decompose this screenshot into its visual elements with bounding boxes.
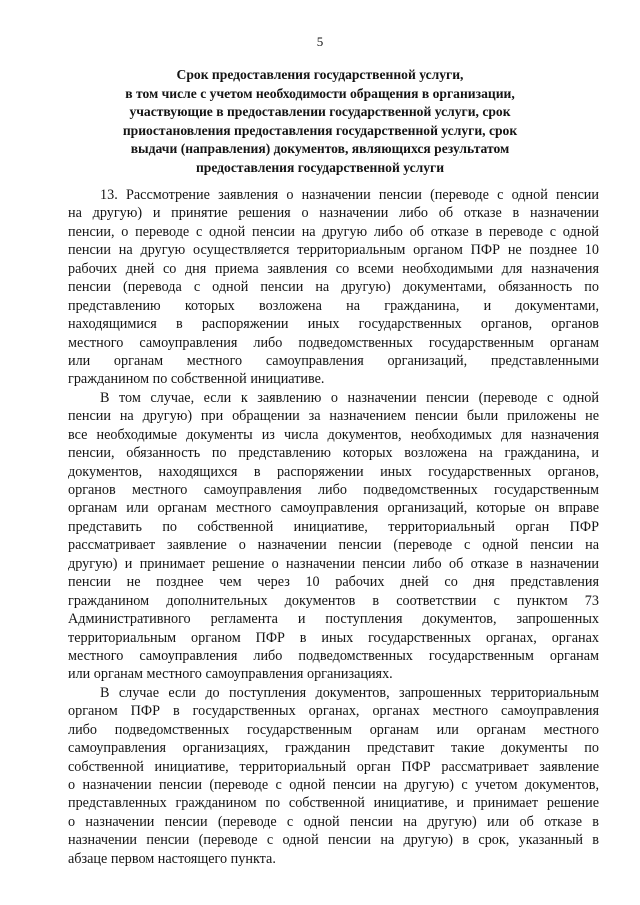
paragraph-line: В случае если до поступления документов, запрошенных территориальным (100, 684, 599, 701)
paragraph-line: пенсии, о переводе с одной пенсии на другую либо об отказе в переводе с одной (68, 223, 599, 240)
paragraph-line: представленных гражданином по собственной инициативе, и принимает решение (68, 795, 599, 812)
paragraph-line: представить по собственной инициативе, территориальный орган ПФР (68, 518, 599, 535)
paragraph-line: пенсии (перевода с одной пенсии на другую) документами, обязанность по (68, 279, 599, 296)
paragraph-line: местного самоуправления либо подведомственных государственным органам (68, 647, 599, 664)
paragraph-line: представлению которых возложена на гражданина, и документами, (68, 297, 599, 314)
paragraph-line: органом ПФР в государственных органах, органах местного самоуправления (68, 703, 599, 720)
paragraph-line: собственной инициативе, территориальный орган ПФР рассматривает заявление (68, 758, 599, 775)
paragraph-line: пенсии на другую) при обращении за назначением пенсии были приложены не (68, 408, 599, 425)
paragraph-line: абзаце первом настоящего пункта. (68, 850, 276, 867)
paragraph-line: или органам местного самоуправления организаций, представленными (68, 352, 599, 369)
heading-line: предоставления государственной услуги (195, 159, 445, 175)
page-number: 5 (316, 34, 324, 49)
body-text (68, 186, 599, 868)
paragraph (68, 684, 599, 868)
paragraph-line: другую) и принимает решение о назначении пенсии либо об отказе в назначении (68, 555, 599, 572)
paragraph-line: на другую) и принятие решения о назначении либо об отказе в назначении (68, 205, 599, 222)
paragraph-line: органам или органам местного самоуправления организаций, которые он вправе (68, 500, 599, 517)
heading-line: Срок предоставления государственной услуги, (176, 67, 464, 82)
paragraph-line: пенсии не позднее чем через 10 рабочих дней со дня представления (68, 574, 599, 591)
heading-line: в том числе с учетом необходимости обращения в организации, (125, 85, 515, 101)
paragraph-line: о назначении пенсии (переводе с одной пенсии на другую) или об отказе в (68, 813, 599, 830)
paragraph-line: территориальным органом ПФР в иных государственных органах, органах (68, 629, 599, 646)
heading-line: выдачи (направления) документов, являющихся результатом (130, 141, 510, 157)
paragraph-line: пенсии на другую осуществляется территориальным органом ПФР не позднее 10 (68, 242, 599, 259)
paragraph-line: В том случае, если к заявлению о назначении пенсии (переводе с одной (100, 389, 599, 406)
paragraph-line: назначении пенсии (переводе с одной пенсии на другую) в срок, указанный в (68, 832, 599, 849)
paragraph-line: о назначении пенсии (переводе с одной пенсии на другую) с учетом документов, (68, 777, 599, 793)
paragraph-line: 13. Рассмотрение заявления о назначении пенсии (переводе с одной пенсии (100, 187, 599, 203)
paragraph-line: находящимися в распоряжении иных государственных органов, органов (68, 316, 599, 333)
paragraph-line: Административного регламента и поступления документов, запрошенных (68, 611, 599, 628)
heading-line: участвующие в предоставлении государственной услуги, срок (129, 104, 511, 120)
paragraph-line: рассматривает заявление о назначении пенсии (переводе с одной пенсии на (68, 537, 599, 554)
paragraph-line: органов местного самоуправления либо подведомственных государственным (68, 482, 599, 498)
paragraph-line: местного самоуправления либо подведомственных государственным органам (68, 334, 599, 351)
paragraph-line: или органам местного самоуправления организациях. (68, 666, 393, 683)
paragraph-line: все необходимые документы из числа документов, необходимых для назначения (68, 426, 599, 443)
heading-line: приостановления предоставления государственной услуги, срок (122, 122, 518, 138)
section-heading (100, 66, 540, 178)
paragraph-line: гражданином дополнительных документов в соответствии с пунктом 73 (68, 592, 599, 609)
paragraph-line: самоуправления организациях, гражданин представит такие документы по (68, 740, 599, 757)
paragraph (68, 389, 599, 684)
paragraph-line: документов, находящихся в распоряжении иных государственных органов, (68, 463, 599, 480)
paragraph-line: либо подведомственных государственным органам или органам местного (68, 721, 599, 738)
paragraph-line: рабочих дней со дня приема заявления со всеми необходимыми для назначения (68, 260, 599, 277)
paragraph-line: пенсии, обязанность по представлению которых возложена на гражданина, и (68, 445, 599, 462)
paragraph (68, 186, 599, 389)
paragraph-line: гражданином по собственной инициативе. (68, 371, 325, 388)
